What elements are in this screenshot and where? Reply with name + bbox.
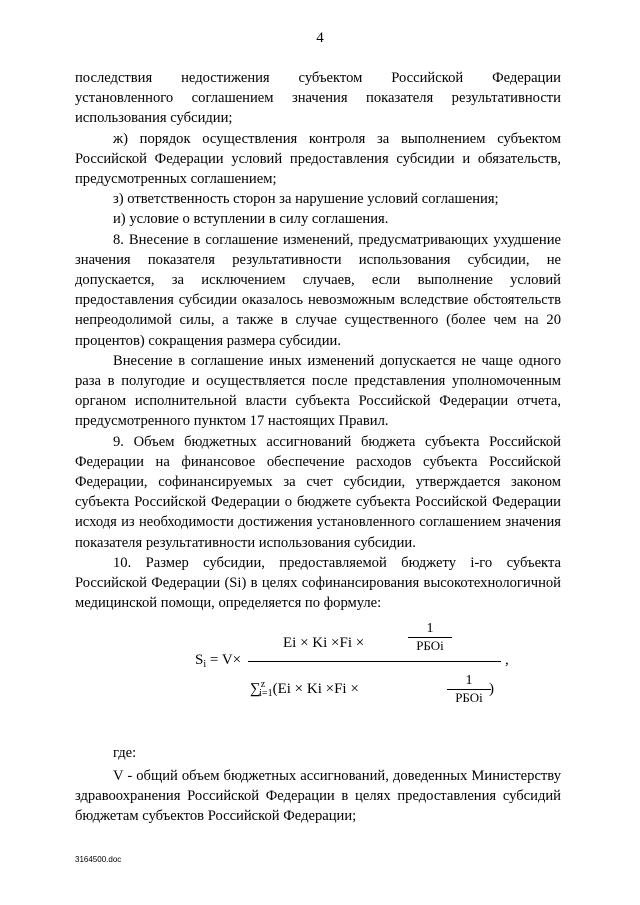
paragraph: 8. Внесение в соглашение изменений, предусматривающих ухудшение значения показателя результативности использования субсидии, не допускается, за исключением случаев, если выполнение условий предоставления субсидии оказалось невозможным вследствие обстоятельств непреодолимой силы, а также в случае существенного (более чем на 20 процентов) сокращения размера субсидии. — [75, 231, 561, 349]
paragraph: V - общий объем бюджетных ассигнований, доведенных Министерству здравоохранения Российской Федерации в целях предоставления субсидий бюджетам субъектов Российской Федерации; — [75, 767, 561, 825]
paragraph: 9. Объем бюджетных ассигнований бюджета субъекта Российской Федерации на финансовое обеспечение расходов субъекта Российской Федерации, софинансируемых за счет субсидии, утверждается законом субъекта Российской Федерации о бюджете субъекта Российской Федерации исходя из необходимости достижения установленного соглашением значения показателя результативности использования субсидии. — [75, 433, 561, 551]
paragraph: и) условие о вступлении в силу соглашения. — [113, 211, 389, 228]
formula-close-paren: ) — [489, 681, 494, 698]
formula-lhs: $S_i = V\times$ — [195, 652, 242, 671]
formula-denominator-fraction: 1 РБОi — [447, 673, 491, 706]
paragraph: где: — [113, 745, 137, 762]
subsidy-formula — [75, 621, 561, 729]
paragraph: последствия недостижения субъектом Российской Федерации установленного соглашением значения показателя результативности использования субсидии; — [75, 70, 561, 127]
formula-inner-fraction: 1 РБОi — [408, 621, 452, 654]
formula-comma: , — [505, 652, 509, 669]
paragraph: Внесение в соглашение иных изменений допускается не чаще одного раза в полугодие и осуществляется после представления уполномоченным органом исполнительной власти субъекта Российской Федерации отчета, предусмотренного пунктом 17 настоящих Правил. — [75, 352, 561, 430]
document-body — [75, 68, 561, 826]
formula-denominator: ∑$^z_{i=1}$(Ei × Ki ×Fi × — [250, 679, 359, 700]
fraction-bar — [248, 661, 501, 662]
paragraph: 10. Размер субсидии, предоставляемой бюджету i-го субъекта Российской Федерации (Si) в целях софинансирования высокотехнологичной медицинской помощи, определяется по формуле: — [75, 554, 561, 612]
paragraph: ж) порядок осуществления контроля за выполнением субъектом Российской Федерации условий предоставления субсидии и обязательств, предусмотренных соглашением; — [75, 130, 561, 188]
page-number: 4 — [316, 30, 324, 46]
paragraph: з) ответственность сторон за нарушение условий соглашения; — [113, 191, 499, 208]
formula-numerator: Ei × Ki ×Fi × — [283, 635, 365, 652]
footer-filename: 3164500.doc — [75, 855, 122, 864]
